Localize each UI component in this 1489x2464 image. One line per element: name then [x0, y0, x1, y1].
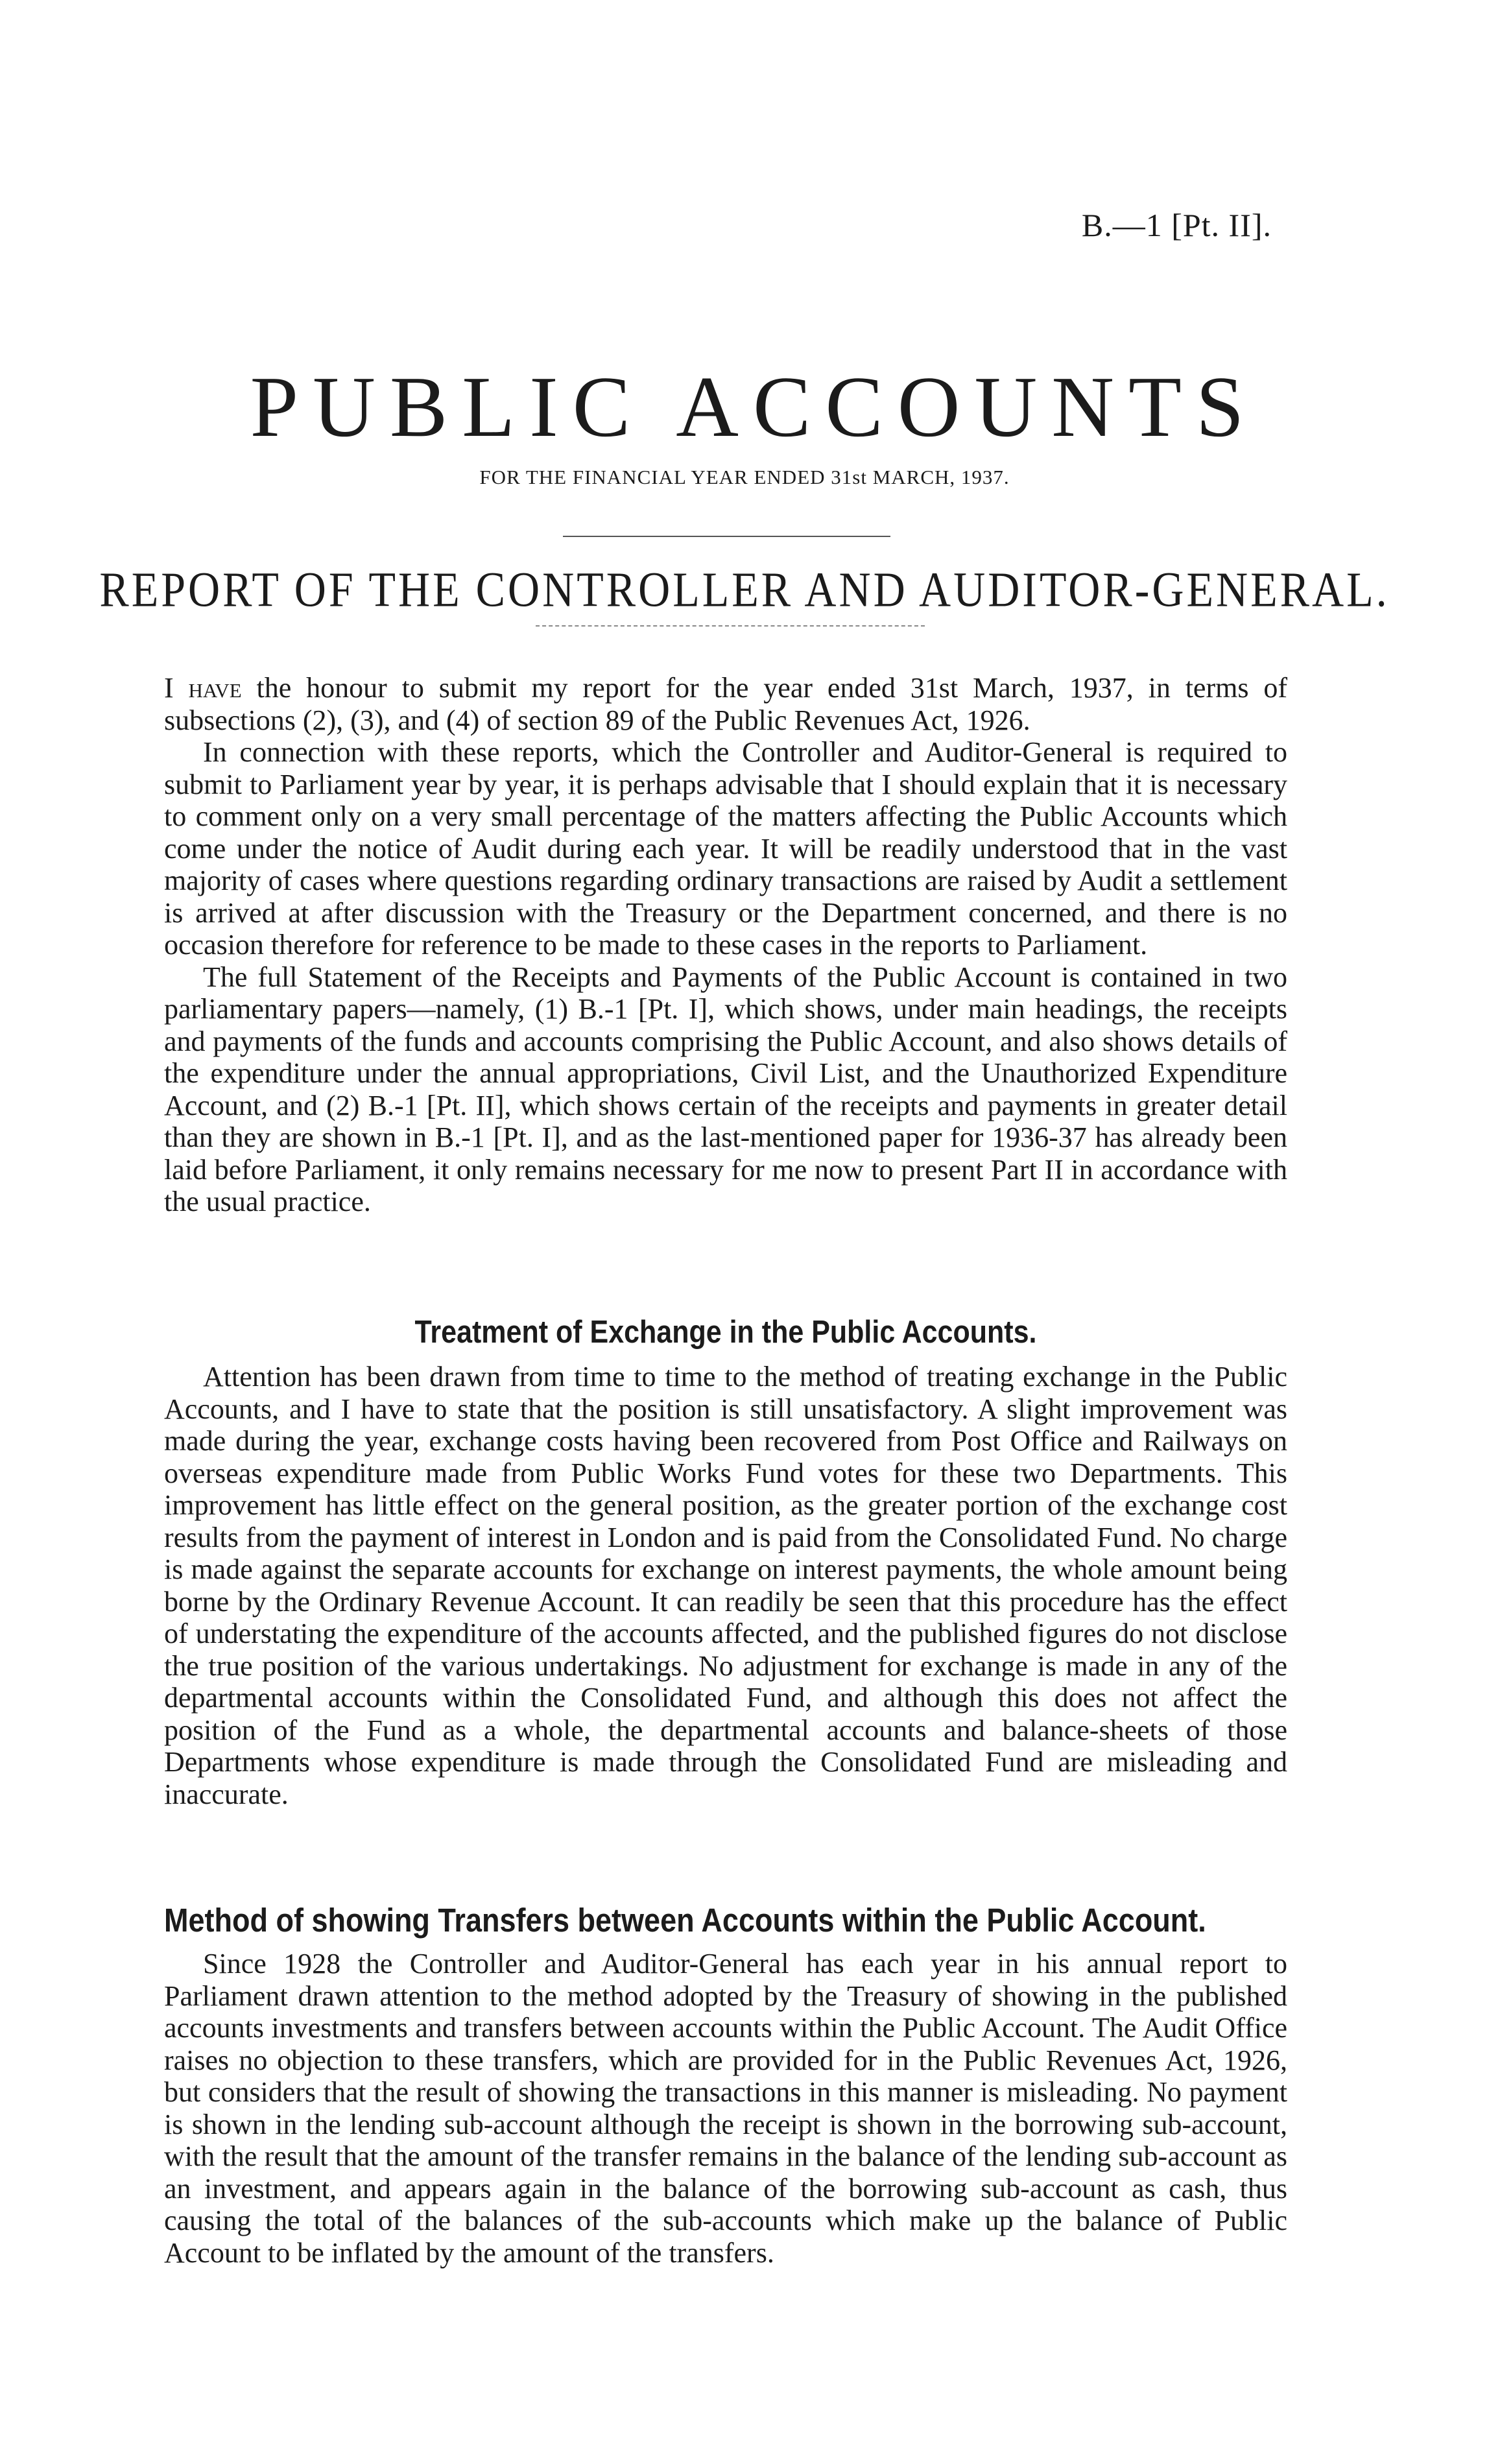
intro-paragraph-1 — [164, 672, 1287, 736]
intro-lead: I have — [164, 672, 242, 704]
document-subtitle: FOR THE FINANCIAL YEAR ENDED 31st MARCH, 1937. — [479, 466, 1010, 488]
title-divider — [563, 536, 890, 537]
document-title: PUBLIC ACCOUNTS — [250, 359, 1259, 455]
section-heading-exchange: Treatment of Exchange in the Public Accounts. — [414, 1314, 1037, 1350]
section-heading-transfers: Method of showing Transfers between Accounts within the Public Account. — [164, 1901, 1206, 1939]
intro-section — [164, 672, 1287, 1218]
intro-paragraph-2: In connection with these reports, which the Controller and Auditor-General is required to submit to Parliament year by year, it is perhaps advisable that I should explain that it is necessary to comment only on a very small percentage of the matters affecting the Public Accounts which come under the notice of Audit during each year. It will be readily understood that in the vast majority of cases where questions regarding ordinary transactions are raised by Audit a settlement is arrived at after discussion with the Treasury or the Department concerned, and there is no occasion therefore for reference to be made to these cases in the reports to Parliament. — [164, 736, 1287, 961]
transfers-paragraph: Since 1928 the Controller and Auditor-General has each year in his annual report to Parliament drawn attention to the method adopted by the Treasury of showing in the published accounts investments and transfers between accounts within the Public Account. The Audit Office raises no objection to these transfers, which are provided for in the Public Revenues Act, 1926, but considers that the result of showing the transactions in this manner is misleading. No payment is shown in the lending sub-account although the receipt is shown in the borrowing sub-account, with the result that the amount of the transfer remains in the balance of the lending sub-account as an investment, and appears again in the balance of the borrowing sub-account as cash, thus causing the total of the balances of the sub-accounts which make up the balance of Public Account to be inflated by the amount of the transfers. — [164, 1948, 1287, 2269]
intro-paragraph-1-text: the honour to submit my report for the year ended 31st March, 1937, in terms of subsections (2), (3), and (4) of section 89 of the Public Revenues Act, 1926. — [164, 672, 1287, 736]
intro-paragraph-3: The full Statement of the Receipts and Payments of the Public Account is contained in two parliamentary papers—namely, (1) B.-1 [Pt. I], which shows, under main headings, the receipts and payments of the funds and accounts comprising the Public Account, and also shows details of the expenditure under the annual appropriations, Civil List, and the Unauthorized Expenditure Account, and (2) B.-1 [Pt. II], which shows certain of the receipts and payments in greater detail than they are shown in B.-1 [Pt. I], and as the last-mentioned paper for 1936-37 has already been laid before Parliament, it only remains necessary for me now to present Part II in accordance with the usual practice. — [164, 961, 1287, 1217]
section-transfers — [164, 1948, 1287, 2269]
report-title: REPORT OF THE CONTROLLER AND AUDITOR-GENERAL. — [99, 562, 1390, 617]
section-exchange — [164, 1361, 1287, 1810]
page-reference: B.—1 [Pt. II]. — [1081, 207, 1272, 243]
exchange-paragraph: Attention has been drawn from time to time to the method of treating exchange in the Public Accounts, and I have to state that the position is still unsatisfactory. A slight improvement was made during the year, exchange costs having been recovered from Post Office and Railways on overseas expenditure made from Public Works Fund votes for these two Departments. This improvement has little effect on the general position, as the greater portion of the exchange cost results from the payment of interest in London and is paid from the Consolidated Fund. No charge is made against the separate accounts for exchange on interest payments, the whole amount being borne by the Ordinary Revenue Account. It can readily be seen that this procedure has the effect of understating the expenditure of the accounts affected, and the published figures do not disclose the true position of the various undertakings. No adjustment for exchange is made in any of the departmental accounts within the Consolidated Fund, and although this does not affect the position of the Fund as a whole, the departmental accounts and balance-sheets of those Departments whose expenditure is made through the Consolidated Fund are misleading and inaccurate. — [164, 1361, 1287, 1810]
report-divider — [536, 625, 925, 627]
